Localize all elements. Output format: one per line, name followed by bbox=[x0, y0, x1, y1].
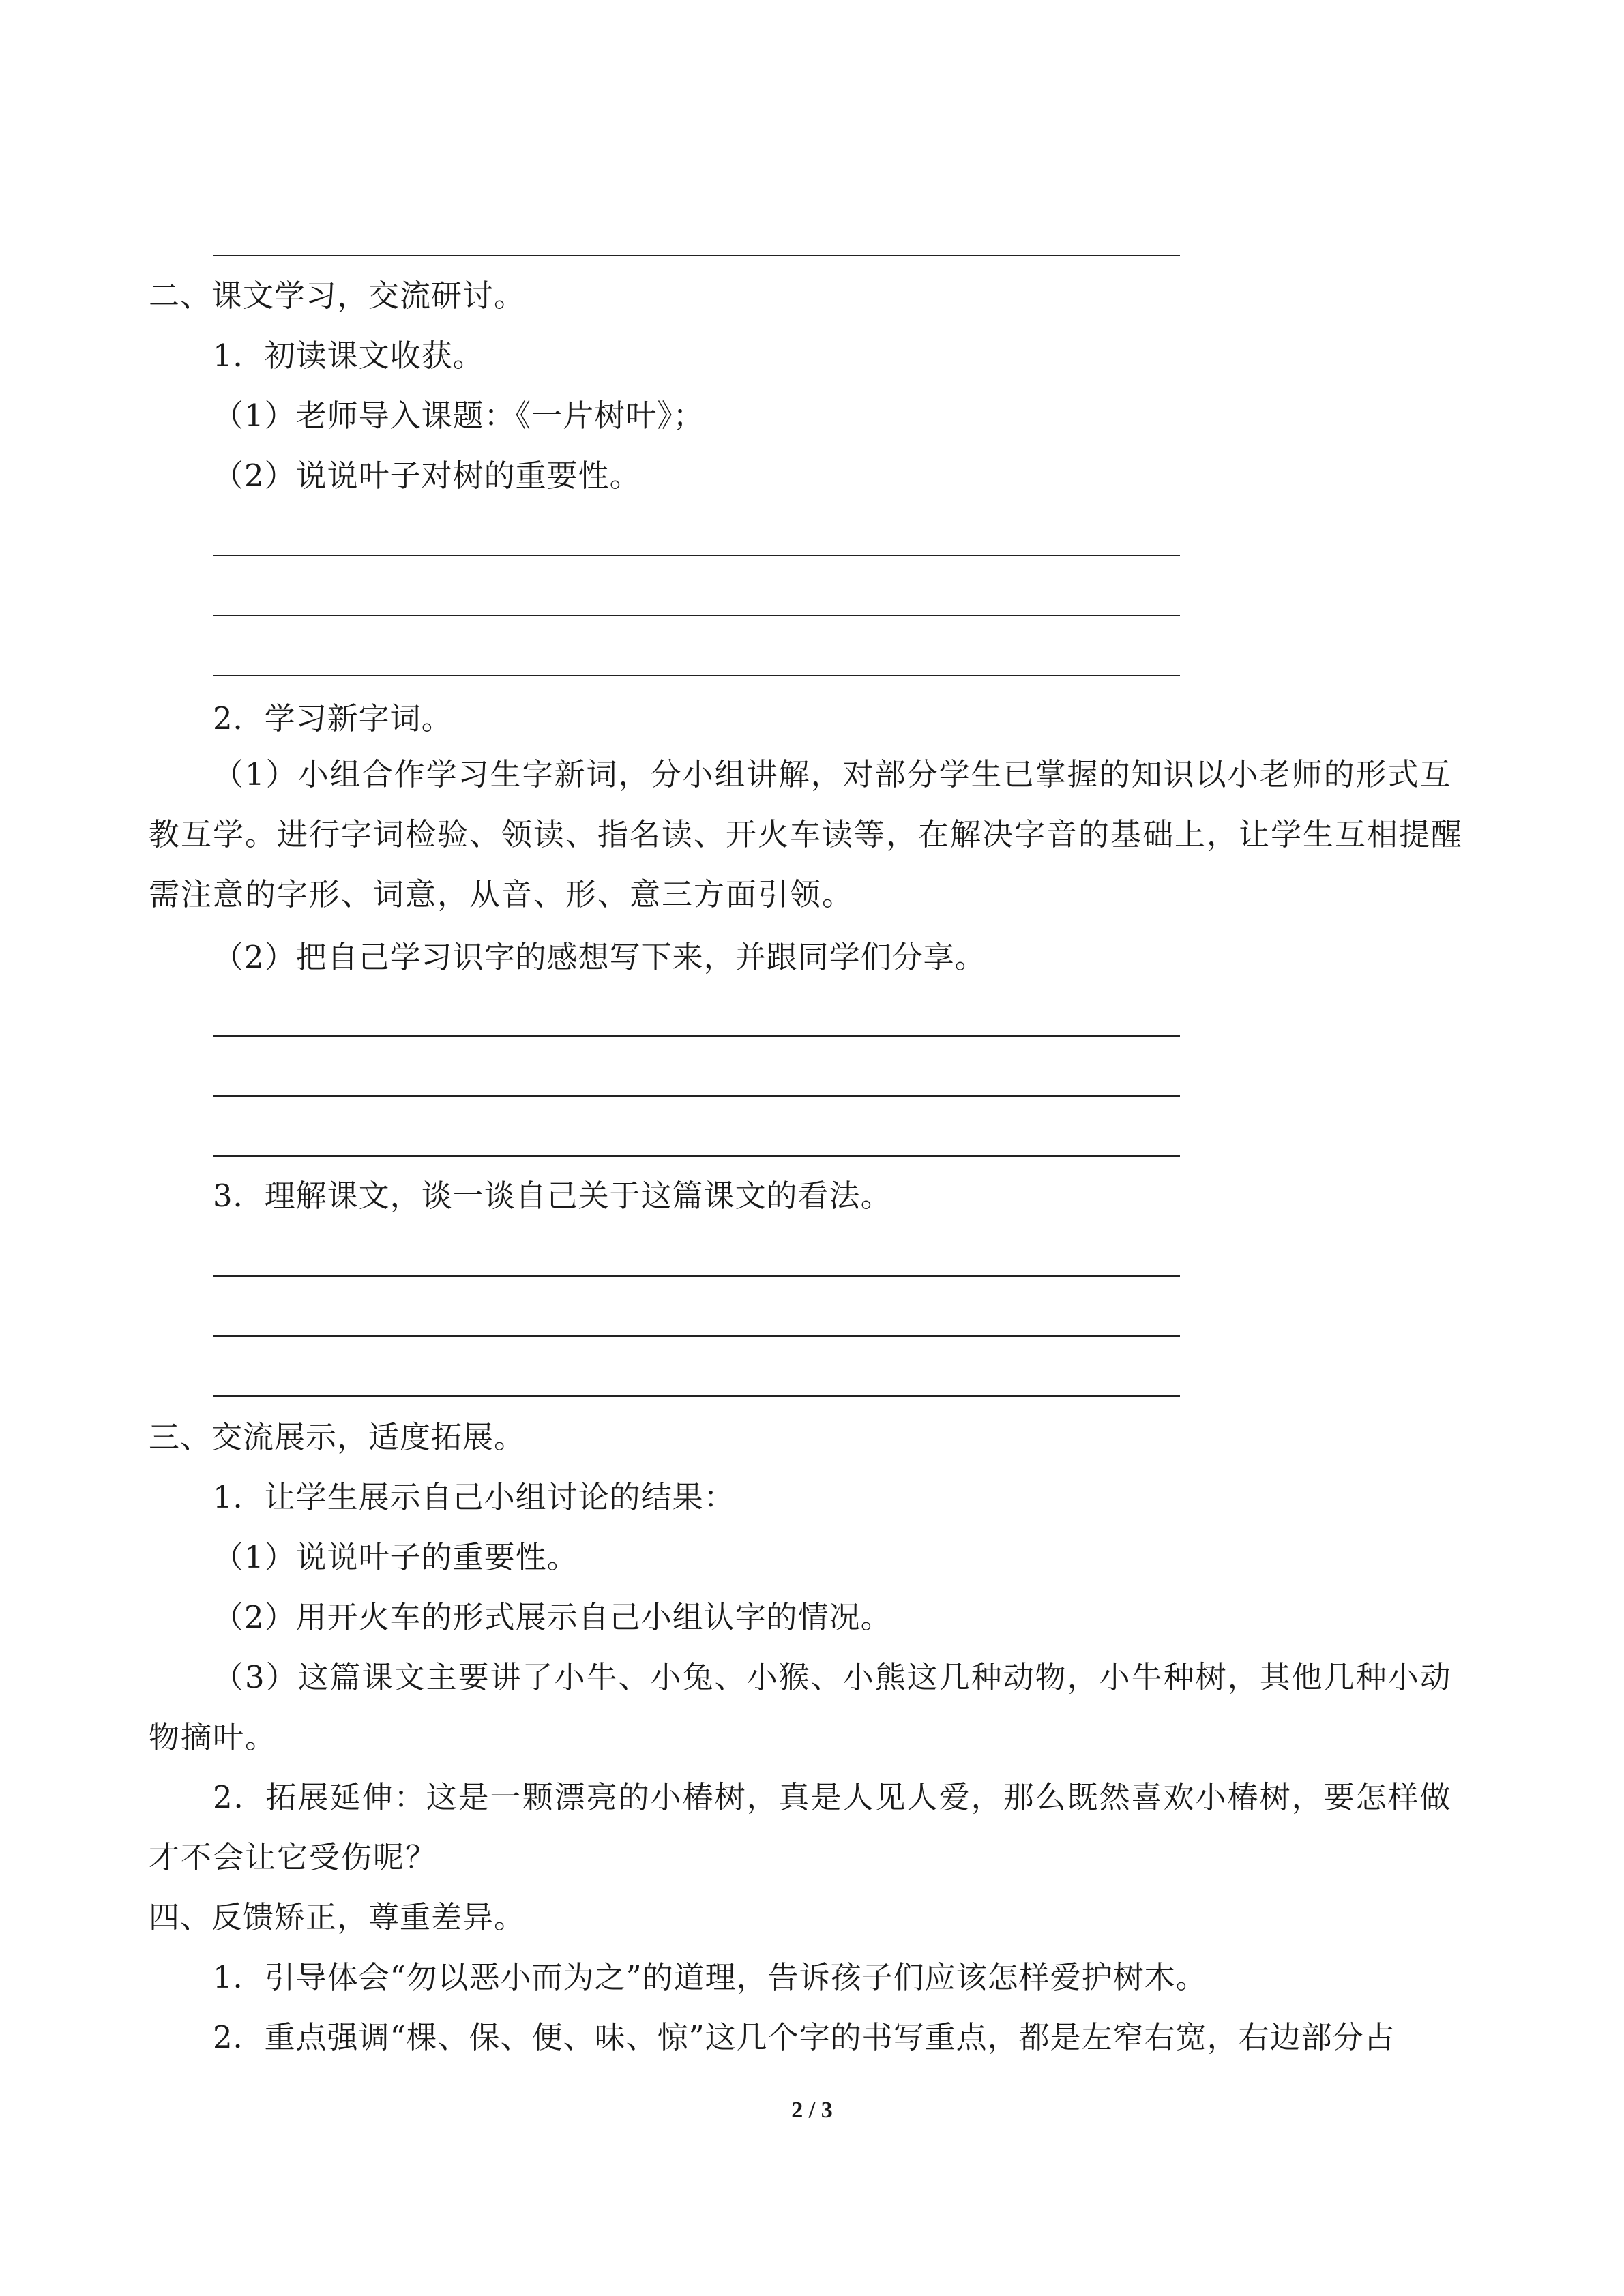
answer-line[interactable] bbox=[213, 1035, 1180, 1037]
item-2-1: 1．初读课文收获。 bbox=[213, 338, 484, 374]
section-3-heading: 三、交流展示，适度拓展。 bbox=[149, 1419, 526, 1455]
item-4-2: 2．重点强调“棵、保、便、味、惊”这几个字的书写重点，都是左窄右宽，右边部分占 bbox=[213, 2019, 1396, 2055]
item-2-2-1: （1）小组合作学习生字新词，分小组讲解，对部分学生已掌握的知识以小老师的形式互教互学。进行字词检验、领读、指名读、开火车读等，在解决字音的基础上，让学生互相提醒需注意的字形、词意，从音、形、意三方面引领。 bbox=[149, 756, 1464, 912]
section-4-heading: 四、反馈矫正，尊重差异。 bbox=[149, 1899, 526, 1935]
answer-line[interactable] bbox=[213, 555, 1180, 556]
answer-line[interactable] bbox=[213, 1395, 1180, 1397]
item-3-1-1: （1）说说叶子的重要性。 bbox=[213, 1539, 578, 1575]
item-3-1-3: （3）这篇课文主要讲了小牛、小兔、小猴、小熊这几种动物，小牛种树，其他几种小动物摘叶。 bbox=[149, 1659, 1452, 1755]
section-2-heading: 二、课文学习，交流研讨。 bbox=[149, 278, 526, 314]
item-2-2: 2．学习新字词。 bbox=[213, 700, 453, 736]
item-4-1: 1．引导体会“勿以恶小而为之”的道理，告诉孩子们应该怎样爱护树木。 bbox=[213, 1959, 1207, 1995]
answer-line[interactable] bbox=[213, 675, 1180, 676]
answer-line[interactable] bbox=[213, 1155, 1180, 1157]
item-3-1: 1．让学生展示自己小组讨论的结果： bbox=[213, 1479, 735, 1515]
item-3-2: 2．拓展延伸：这是一颗漂亮的小椿树，真是人见人爱，那么既然喜欢小椿树，要怎样做才不会让它受伤呢？ bbox=[149, 1779, 1452, 1875]
item-2-1-2: （2）说说叶子对树的重要性。 bbox=[213, 458, 641, 494]
answer-line[interactable] bbox=[213, 615, 1180, 616]
answer-line[interactable] bbox=[213, 1335, 1180, 1337]
answer-line[interactable] bbox=[213, 255, 1180, 256]
item-3-1-2: （2）用开火车的形式展示自己小组认字的情况。 bbox=[213, 1599, 892, 1635]
item-2-1-1: （1）老师导入课题：《一片树叶》； bbox=[213, 398, 705, 434]
item-2-3: 3．理解课文，谈一谈自己关于这篇课文的看法。 bbox=[213, 1178, 892, 1214]
answer-line[interactable] bbox=[213, 1095, 1180, 1097]
item-2-2-2: （2）把自己学习识字的感想写下来，并跟同学们分享。 bbox=[213, 939, 986, 975]
page-number: 2 / 3 bbox=[791, 2098, 833, 2123]
answer-line[interactable] bbox=[213, 1275, 1180, 1277]
